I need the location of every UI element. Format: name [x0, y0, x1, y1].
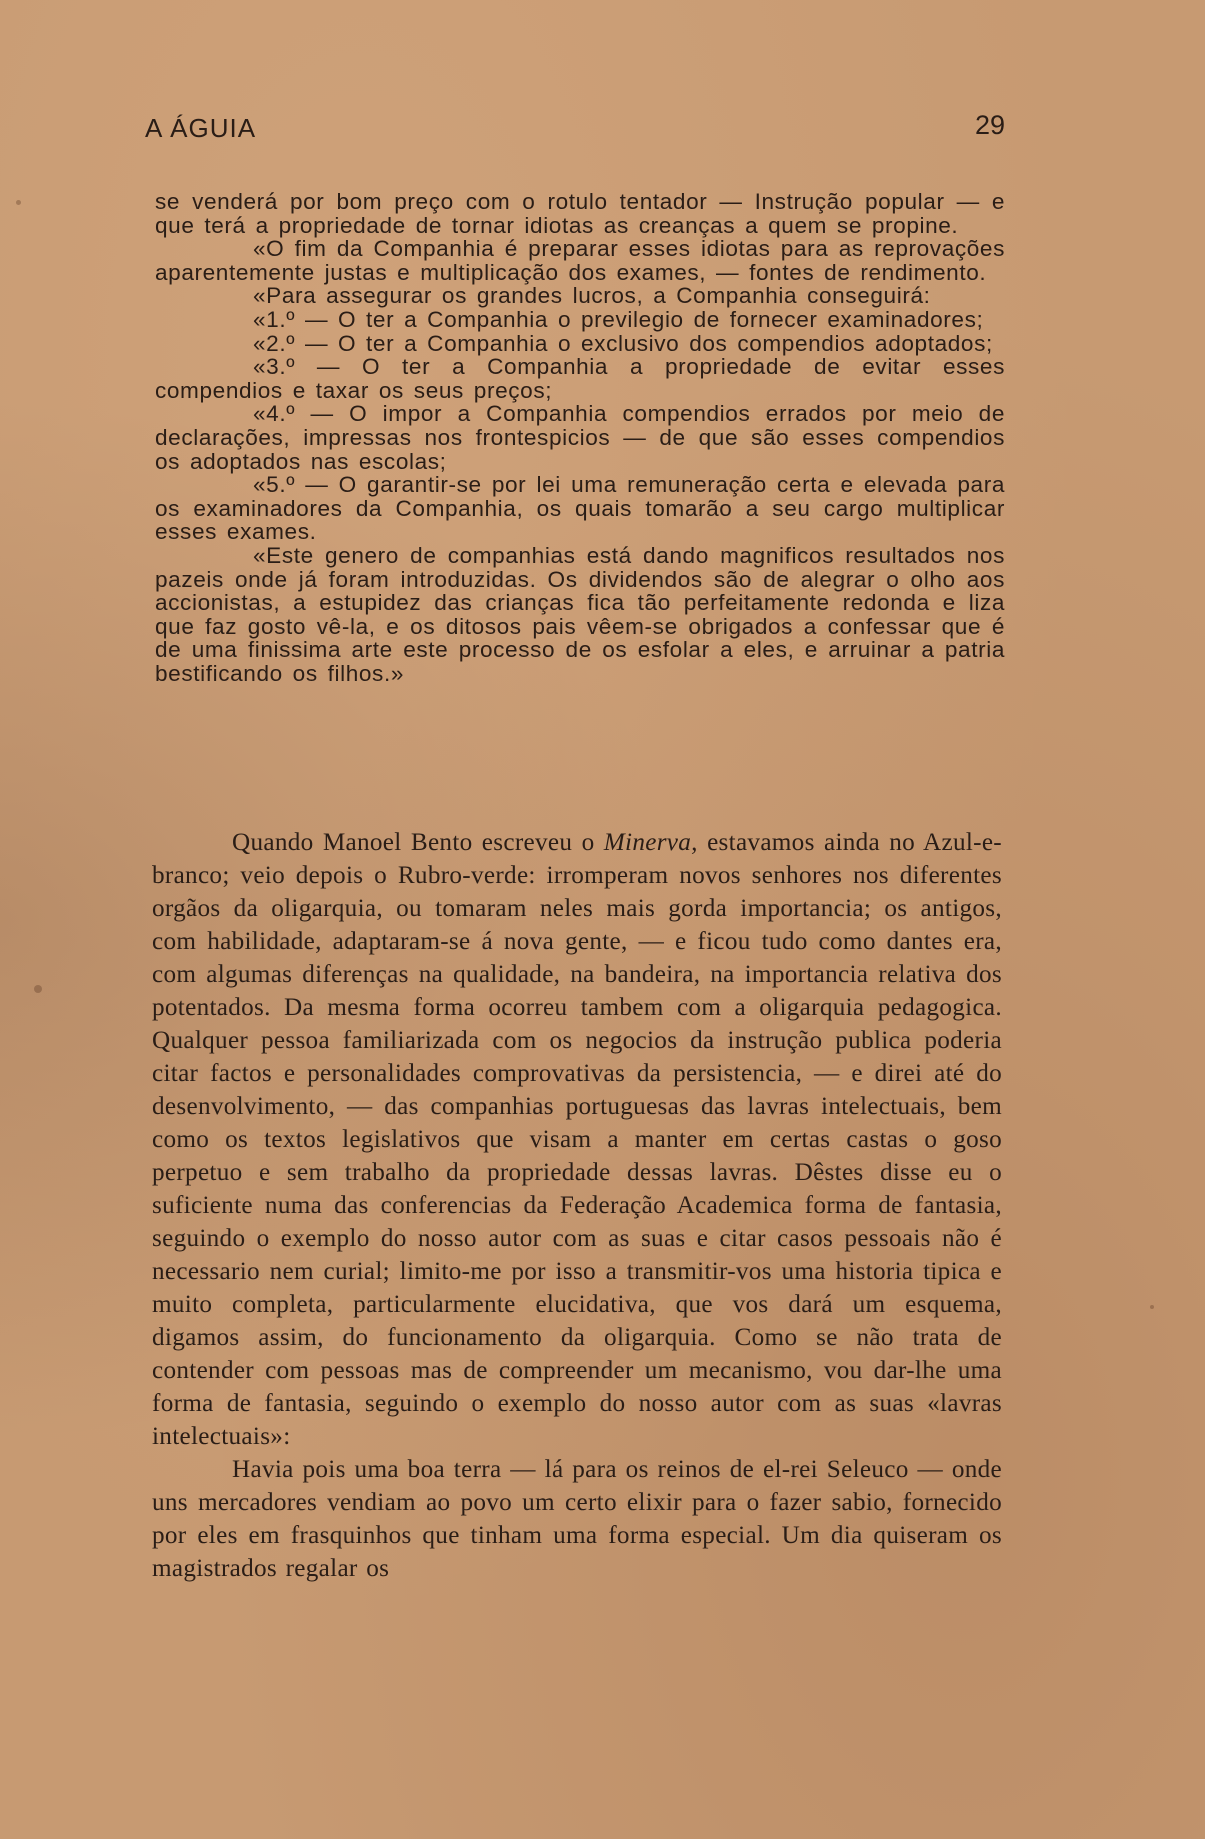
quoted-passage [155, 190, 1005, 685]
quote-paragraph: «Este genero de companhias está dando magnificos resultados nos pazeis onde já foram introduzidas. Os dividendos são de alegrar o olho aos accionistas, a estupidez das crianças fica tão perfeitamente redonda e liza que faz gosto vê-la, e os ditosos pais vêem-se obrigados a confessar que é de uma finissima arte este processo de os esfolar a eles, e arruinar a patria bestificando os filhos.» [155, 542, 1005, 686]
running-header [145, 105, 1005, 145]
body-paragraph [152, 826, 1002, 1453]
quote-list-item: «1.º — O ter a Companhia o previlegio de fornecer examinadores; [253, 306, 984, 332]
body-text-run: estavamos ainda no Azul-e-branco; veio depois o Rubro-verde: irromperam novos senhores nos diferentes orgãos da oligarquia, ou tomaram neles mais gorda importancia; os antigos, com habilidade, adaptaram-se á nova gente, — e ficou tudo como dantes era, com algumas diferenças na qualidade, na bandeira, na importancia relativa dos potentados. Da mesma forma ocorreu tambem com a oligarquia pedagogica. Qualquer pessoa familiarizada com os negocios da instrução publica poderia citar factos e personalidades comprovativas da persistencia, — e direi até do desenvolvimento, — das companhias portuguesas das lavras intelectuais, bem como os textos legislativos que visam a manter em certas castas o goso perpetuo e sem trabalho da propriedade dessas lavras. Dêstes disse eu o suficiente numa das conferencias da Federação Academica forma de fantasia, seguindo o exemplo do nosso autor com as suas e citar casos pessoais não é necessario nem curial; limito-me por isso a transmitir-vos uma historia tipica e muito completa, particularmente elucidativa, que vos dará um esquema, digamos assim, do funcionamento da oligarquia. Como se não trata de contender com pessoas mas de compreender um mecanismo, vou dar-lhe uma forma de fantasia, seguindo o exemplo do nosso autor com as suas «lavras intelectuais»: [152, 829, 1002, 1450]
quote-paragraph: «Para assegurar os grandes lucros, a Companhia conseguirá: [253, 283, 931, 309]
body-paragraph: Havia pois uma boa terra — lá para os reinos de el-rei Seleuco — onde uns mercadores vendiam ao povo um certo elixir para o fazer sabio, fornecido por eles em frasquinhos que tinham uma forma especial. Um dia quiseram os magistrados regalar os [152, 1456, 1002, 1582]
paper-stain [1150, 1305, 1154, 1309]
quote-list-item: «5.º — O garantir-se por lei uma remuneração certa e elevada para os examinadores da Companhia, os quais tomarão a seu cargo multiplicar esses exames. [155, 472, 1005, 545]
body-text-run: Quando Manoel Bento escreveu o [232, 829, 604, 856]
paper-stain [16, 200, 21, 205]
page-number: 29 [974, 110, 1005, 140]
quote-list-item: «2.º — O ter a Companhia o exclusivo dos compendios adoptados; [253, 330, 993, 356]
italic-title: Minerva, [603, 829, 698, 856]
main-text [152, 826, 1002, 1585]
paper-stain [34, 985, 42, 993]
journal-title: A ÁGUIA [145, 113, 257, 143]
quote-list-item: «3.º — O ter a Companhia a propriedade de evitar esses compendios e taxar os seus preços; [155, 354, 1005, 403]
quote-paragraph: «O fim da Companhia é preparar esses idiotas para as reprovações aparentemente justas e multiplicação dos exames, — fontes de rendimento. [155, 236, 1005, 285]
quote-list-item: «4.º — O impor a Companhia compendios errados por meio de declarações, impressas nos frontespicios — de que são esses compendios os adoptados nas escolas; [155, 401, 1005, 474]
quote-paragraph: se venderá por bom preço com o rotulo tentador — Instrução popular — e que terá a propriedade de tornar idiotas as creanças a quem se propine. [155, 189, 1005, 238]
